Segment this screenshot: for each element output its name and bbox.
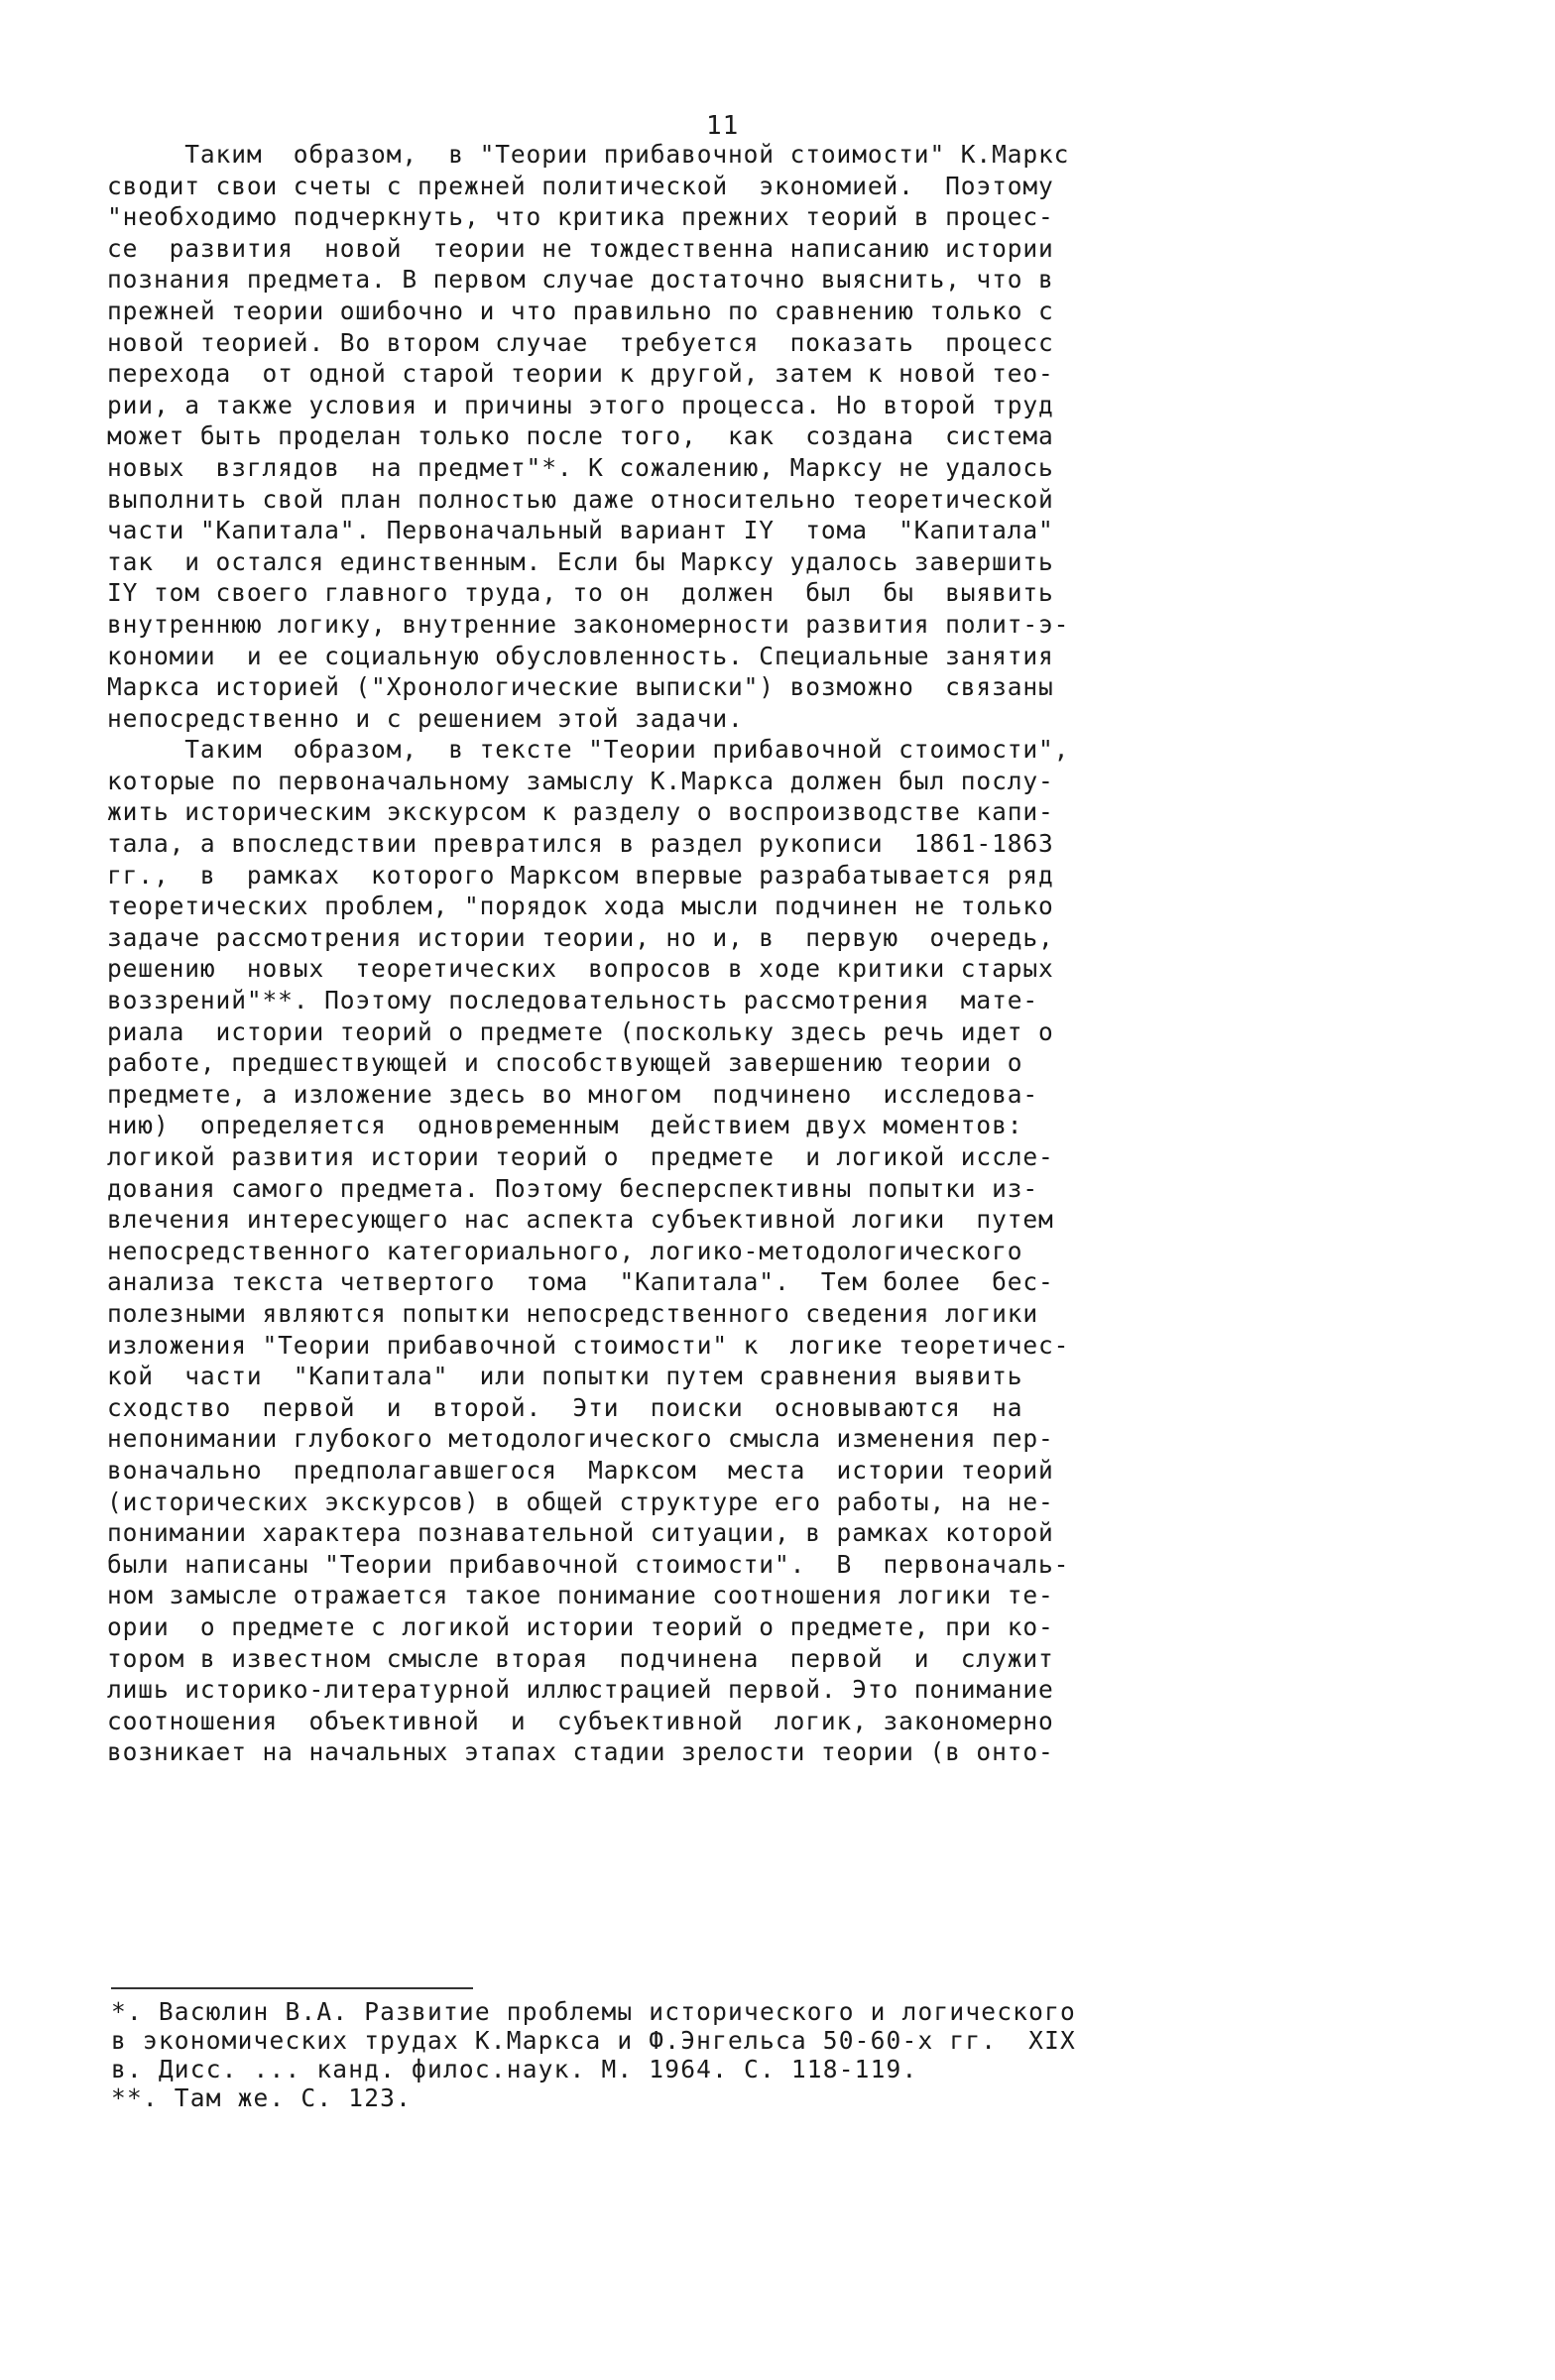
text-line: так и остался единственным. Если бы Марксу удалось завершить [107,546,1054,576]
text-line: ном замысле отражается такое понимание соотношения логики те- [107,1581,1054,1610]
text-line: гг., в рамках которого Марксом впервые разрабатывается ряд [107,860,1054,890]
footnotes [111,1997,1480,2112]
text-line: предмете, а изложение здесь во многом подчинено исследова- [107,1079,1039,1109]
text-line: влечения интересующего нас аспекта субъективной логики путем [107,1205,1054,1235]
text-line: выполнить свой план полностью даже относительно теоретической [107,484,1054,514]
text-line: IY том своего главного труда, то он должен был бы выявить [107,578,1054,608]
text-line: логикой развития истории теорий о предмете и логикой иссле- [107,1142,1054,1171]
body-text [107,139,1476,1768]
text-line: сходство первой и второй. Эти поиски основываются на [107,1392,1023,1422]
text-line: Таким образом, в "Теории прибавочной стоимости" К.Маркс [107,140,1070,169]
text-line: ории о предмете с логикой истории теорий о предмете, при ко- [107,1611,1054,1641]
text-line: (исторических экскурсов) в общей структуре его работы, на не- [107,1487,1054,1516]
text-line: тала, а впоследствии превратился в раздел рукописи 1861-1863 [107,829,1054,859]
text-line: непосредственно и с решением этой задачи. [107,703,744,733]
text-line: Таким образом, в тексте "Теории прибавочной стоимости", [107,735,1070,765]
text-line: решению новых теоретических вопросов в ходе критики старых [107,954,1054,984]
text-line: нию) определяется одновременным действием двух моментов: [107,1111,1023,1140]
text-line: дования самого предмета. Поэтому бесперспективны попытки из- [107,1173,1039,1203]
footnote-line: *. Васюлин В.А. Развитие проблемы исторического и логического [111,1997,1076,2026]
text-line: может быть проделан только после того, как создана система [107,421,1054,451]
text-line: были написаны "Теории прибавочной стоимости". В первоначаль- [107,1549,1070,1579]
text-line: познания предмета. В первом случае достаточно выяснить, что в [107,265,1054,295]
text-line: "необходимо подчеркнуть, что критика прежних теорий в процес- [107,202,1054,232]
text-line: новой теорией. Во втором случае требуется показать процесс [107,327,1054,357]
text-line: части "Капитала". Первоначальный вариант IY тома "Капитала" [107,516,1054,545]
text-line: прежней теории ошибочно и что правильно по сравнению только с [107,296,1054,325]
text-line: воззрений"**. Поэтому последовательность рассмотрения мате- [107,986,1039,1015]
text-line: изложения "Теории прибавочной стоимости" к логике теоретичес- [107,1330,1070,1360]
text-line: Маркса историей ("Хронологические выписки") возможно связаны [107,672,1054,702]
text-line: воначально предполагавшегося Марксом места истории теорий [107,1455,1054,1485]
text-line: возникает на начальных этапах стадии зрелости теории (в онто- [107,1737,1054,1767]
text-line: рии, а также условия и причины этого процесса. Но второй труд [107,390,1054,419]
text-line: непонимании глубокого методологического смысла изменения пер- [107,1424,1054,1454]
text-line: кономии и ее социальную обусловленность. Специальные занятия [107,641,1054,670]
text-line: полезными являются попытки непосредственного сведения логики [107,1298,1039,1328]
text-line: кой части "Капитала" или попытки путем сравнения выявить [107,1362,1023,1391]
text-line: соотношения объективной и субъективной логик, закономерно [107,1706,1054,1735]
text-line: се развития новой теории не тождественна написанию истории [107,233,1054,263]
text-line: работе, предшествующей и способствующей завершению теории о [107,1048,1023,1078]
text-line: задаче рассмотрения истории теории, но и, в первую очередь, [107,922,1054,952]
text-line: перехода от одной старой теории к другой, затем к новой тео- [107,359,1054,389]
footnote-line: **. Там же. С. 123. [111,2083,413,2112]
text-line: тором в известном смысле вторая подчинена первой и служит [107,1643,1054,1673]
footnote-line: в. Дисс. ... канд. филос.наук. М. 1964. С. 118-119. [111,2055,918,2083]
text-line: сводит свои счеты с прежней политической экономией. Поэтому [107,171,1054,200]
footnote-separator [111,1987,473,1989]
text-line: внутреннюю логику, внутренние закономерности развития полит-э- [107,609,1070,639]
text-line: риала истории теорий о предмете (поскольку здесь речь идет о [107,1016,1054,1046]
text-line: теоретических проблем, "порядок хода мысли подчинен не только [107,892,1054,921]
text-line: непосредственного категориального, логико-методологического [107,1236,1023,1265]
text-line: новых взглядов на предмет"*. К сожалению, Марксу не удалось [107,452,1054,482]
footnote-line: в экономических трудах К.Маркса и Ф.Энгельса 50-60-х гг. XIX [111,2026,1076,2055]
text-line: лишь историко-литературной иллюстрацией первой. Это понимание [107,1675,1054,1705]
text-line: жить историческим экскурсом к разделу о воспроизводстве капи- [107,797,1054,827]
text-line: анализа текста четвертого тома "Капитала". Тем более бес- [107,1267,1054,1297]
text-line: которые по первоначальному замыслу К.Маркса должен был послу- [107,766,1054,795]
text-line: понимании характера познавательной ситуации, в рамках которой [107,1518,1054,1548]
page-number: 11 [706,111,740,141]
